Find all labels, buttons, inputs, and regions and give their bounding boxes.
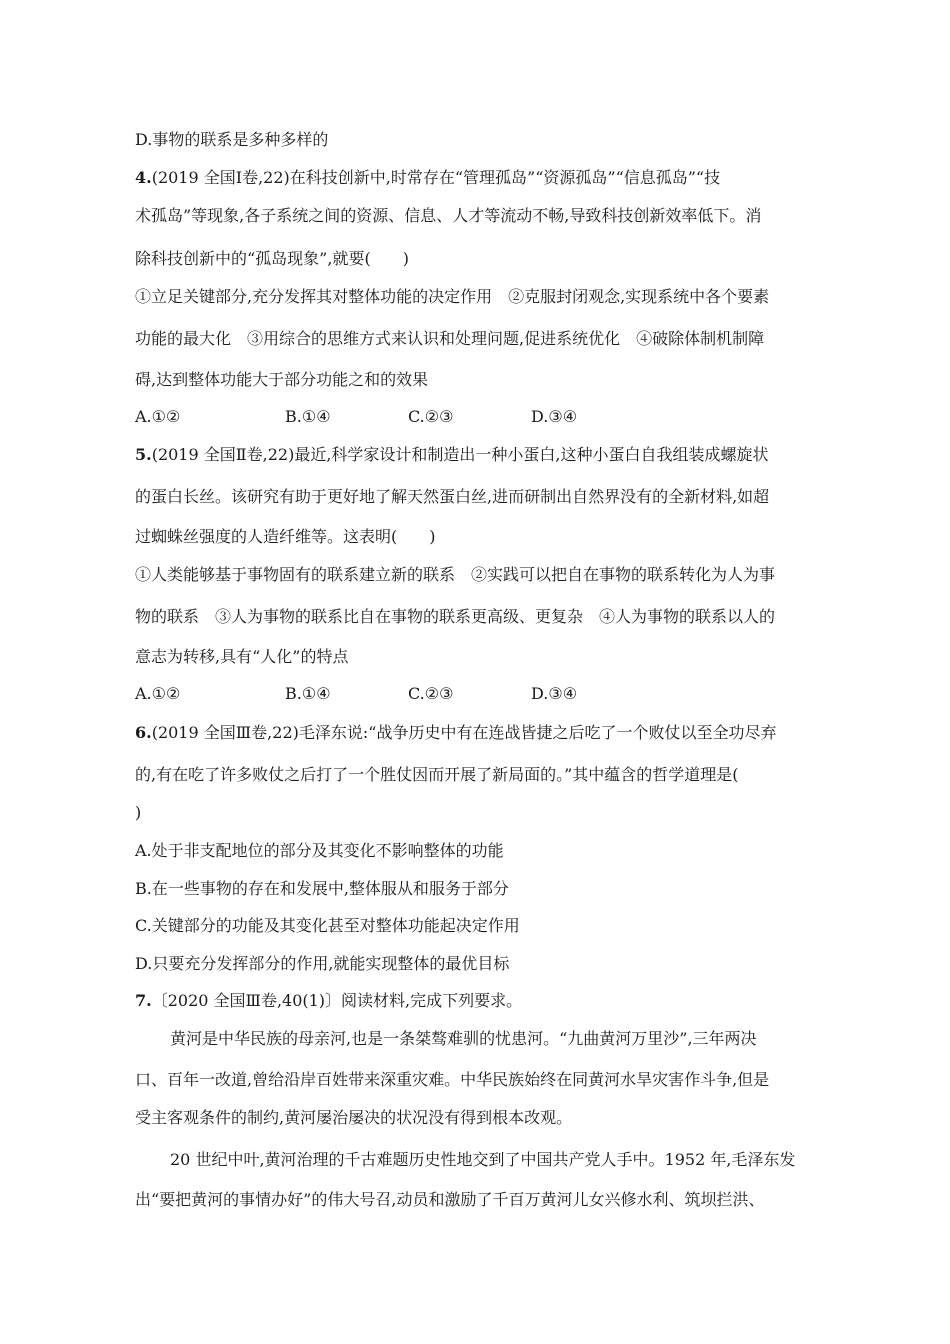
q7-para1-line-2: 口、百年一改道,曾给沿岸百姓带来深重灾难。中华民族始终在同黄河水旱灾害作斗争,但是 [135,1070,770,1089]
q6-stem-line-1: 6.(2019 全国Ⅲ卷,22)毛泽东说:“战争历史中有在连战皆捷之后吃了一个败仗以至全功尽弃 [135,723,777,742]
q5-statement-line-1: ①人类能够基于事物固有的联系建立新的联系 ②实践可以把自在事物的联系转化为人为事 [135,565,776,584]
q6-stem-line-3: ) [135,803,142,822]
q7-para2-line-1: 20 世纪中叶,黄河治理的千古难题历史性地交到了中国共产党人手中。1952 年,毛泽东发 [170,1150,796,1169]
q4-option-c: C.②③ [408,407,454,426]
q4-statement-line-2: 功能的最大化 ③用综合的思维方式来认识和处理问题,促进系统优化 ④破除体制机制障 [135,329,765,348]
q7-para1-line-3: 受主客观条件的制约,黄河屡治屡决的状况没有得到根本改观。 [135,1108,573,1127]
q4-statement-line-1: ①立足关键部分,充分发挥其对整体功能的决定作用 ②克服封闭观念,实现系统中各个要素 [135,287,770,306]
q4-number: 4. [135,168,152,187]
q6-stem-line-2: 的,有在吃了许多败仗之后打了一个胜仗因而开展了新局面的。”其中蕴含的哲学道理是( [135,765,739,784]
q4-stem-line-1: 4.(2019 全国Ⅰ卷,22)在科技创新中,时常存在“管理孤岛”“资源孤岛”“信息孤岛”“技 [135,168,721,187]
q4-stem-line-2: 术孤岛”等现象,各子系统之间的资源、信息、人才等流动不畅,导致科技创新效率低下。消 [135,206,762,225]
q4-option-d: D.③④ [531,407,578,426]
q7-stem: 7.〔2020 全国Ⅲ卷,40(1)〕阅读材料,完成下列要求。 [135,991,523,1010]
q5-stem-line-3: 过蜘蛛丝强度的人造纤维等。这表明( ) [135,527,436,546]
q5-number: 5. [135,445,152,464]
q5-statement-line-3: 意志为转移,具有“人化”的特点 [135,647,349,666]
q7-number: 7. [135,991,152,1010]
q3-option-d: D.事物的联系是多种多样的 [135,130,329,149]
q5-stem-line-2: 的蛋白长丝。该研究有助于更好地了解天然蛋白丝,进而研制出自然界没有的全新材料,如超 [135,487,770,506]
q6-option-b: B.在一些事物的存在和发展中,整体服从和服务于部分 [135,879,509,898]
q5-statement-line-2: 物的联系 ③人为事物的联系比自在事物的联系更高级、更复杂 ④人为事物的联系以人的 [135,607,776,626]
q4-statement-line-3: 碍,达到整体功能大于部分功能之和的效果 [135,370,429,389]
q5-option-a: A.①② [135,684,181,703]
q6-number: 6. [135,723,152,742]
q4-stem-line-3: 除科技创新中的“孤岛现象”,就要( ) [135,249,409,268]
q7-para2-line-2: 出“要把黄河的事情办好”的伟大号召,动员和激励了千百万黄河儿女兴修水利、筑坝拦洪、 [135,1190,765,1209]
q6-option-c: C.关键部分的功能及其变化甚至对整体功能起决定作用 [135,916,520,935]
q7-para1-line-1: 黄河是中华民族的母亲河,也是一条桀骜难驯的忧患河。“九曲黄河万里沙”,三年两决 [170,1029,757,1048]
q6-option-a: A.处于非支配地位的部分及其变化不影响整体的功能 [135,841,504,860]
q5-stem-line-1: 5.(2019 全国Ⅱ卷,22)最近,科学家设计和制造出一种小蛋白,这种小蛋白自我组装成螺旋状 [135,445,769,464]
q5-option-c: C.②③ [408,684,454,703]
q4-option-b: B.①④ [285,407,331,426]
q6-option-d: D.只要充分发挥部分的作用,就能实现整体的最优目标 [135,954,510,973]
q4-option-a: A.①② [135,407,181,426]
q5-option-d: D.③④ [531,684,578,703]
q5-option-b: B.①④ [285,684,331,703]
